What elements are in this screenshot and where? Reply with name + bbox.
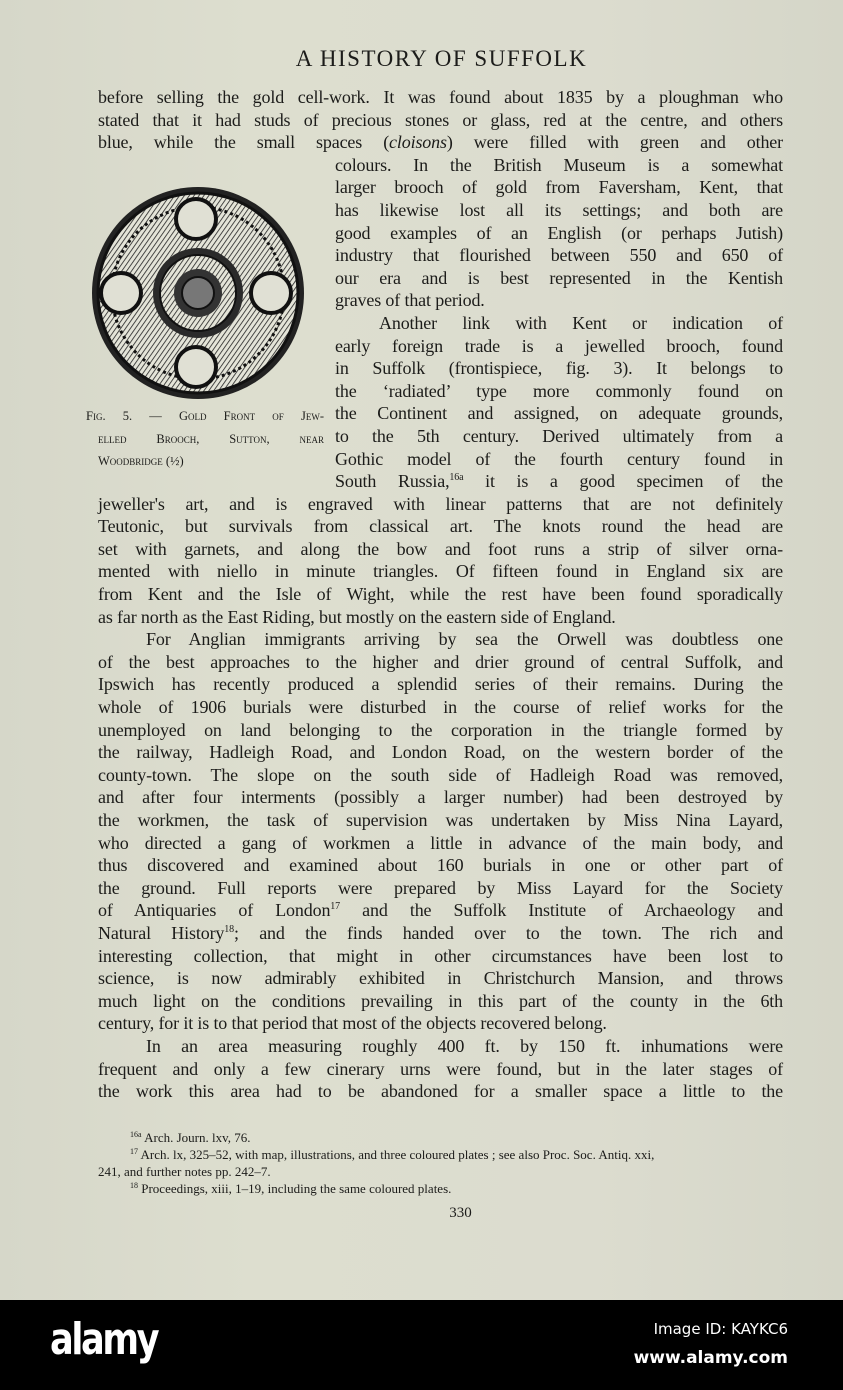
text-run: the workmen, the task of supervision was undertaken by Miss Nina Layard, xyxy=(98,810,783,830)
text-run: xxi, xyxy=(631,1146,655,1162)
text-run: Ipswich has recently produced a splendid series of their remains. During the xyxy=(98,674,783,695)
text-line xyxy=(98,651,783,674)
text-line xyxy=(98,719,783,742)
text-run: Arch. xyxy=(140,1146,170,1162)
text-line xyxy=(335,425,783,448)
text-line xyxy=(98,696,783,719)
text-run: Proc. Soc. Antiq. xyxy=(542,1146,632,1162)
text-line xyxy=(98,493,783,516)
text-line xyxy=(98,628,783,651)
text-line xyxy=(335,289,783,312)
body-text xyxy=(98,86,783,1103)
text-run: colours. In the British Museum is a somewhat xyxy=(335,154,783,175)
text-run: stated that it had studs of precious stones or glass, red at the centre, and others xyxy=(98,109,783,130)
site-url: www.alamy.com xyxy=(633,1348,788,1368)
footnote-ref: 16a xyxy=(130,1129,142,1139)
text-line xyxy=(98,1012,783,1035)
text-line xyxy=(335,267,783,290)
text-run: science, is now admirably exhibited in Christchurch Mansion, and throws xyxy=(98,968,783,989)
text-run: 241, and further notes pp. 242–7. xyxy=(98,1163,271,1179)
text-line xyxy=(98,1080,783,1103)
text-line xyxy=(98,131,783,154)
text-run: the work this area had to be abandoned for a smaller space a little to the xyxy=(98,1081,783,1102)
text-run: whole of 1906 burials were disturbed in the course of relief works for the xyxy=(98,697,783,718)
text-line xyxy=(98,1035,783,1058)
text-run: the ‘radiated’ type more commonly found on xyxy=(335,380,783,401)
text-line xyxy=(98,990,783,1013)
text-line xyxy=(98,606,783,629)
text-run: who directed a gang of workmen a little in advance of the main body, and xyxy=(98,832,783,853)
text-run: and after four interments (possibly a larger number) had been destroyed by xyxy=(98,787,783,808)
caption-line: Fig. 5. — Gold Front of Jew- xyxy=(86,409,324,423)
text-run: the Continent and assigned, on adequate grounds, xyxy=(335,403,783,424)
caption-line: Woodbridge (½) xyxy=(98,454,184,469)
text-line xyxy=(335,244,783,267)
text-line xyxy=(335,199,783,222)
text-run: interesting collection, that might in other circumstances have been lost to xyxy=(98,945,783,966)
text-run: , xiii, 1–19, including the same coloured plates. xyxy=(204,1180,452,1196)
text-run: much light on the conditions prevailing in this part of the county in the 6th xyxy=(98,990,783,1011)
text-run: lxv, 76. xyxy=(208,1129,251,1145)
text-line xyxy=(98,899,783,922)
text-line xyxy=(98,1058,783,1081)
text-run: county-town. The slope on the south side of Hadleigh Road was removed, xyxy=(98,764,783,785)
text-line xyxy=(98,764,783,787)
text-run: thus discovered and examined about 160 burials in one or other part of xyxy=(98,855,783,876)
text-run: mented with niello in minute triangles. Of fifteen found in England six are xyxy=(98,561,783,582)
footnote xyxy=(98,1180,783,1197)
text-run: cloisons xyxy=(389,132,447,153)
text-line xyxy=(98,786,783,809)
text-line xyxy=(98,515,783,538)
text-line xyxy=(98,673,783,696)
text-run: the ground. Full reports were prepared by Miss Layard for the Society xyxy=(98,877,783,898)
alamy-logo: alamy xyxy=(50,1314,158,1365)
text-line xyxy=(335,335,783,358)
text-line xyxy=(335,357,783,380)
text-run: good examples of an English (or perhaps Jutish) xyxy=(335,222,783,243)
text-run: unemployed on land belonging to the corporation in the triangle formed by xyxy=(98,719,783,740)
text-run: Another link with Kent or indication of xyxy=(379,312,783,333)
text-line xyxy=(335,176,783,199)
text-run: century, for it is to that period that most of the objects recovered belong. xyxy=(98,1013,607,1034)
footnote-ref: 18 xyxy=(224,923,234,935)
footnote xyxy=(98,1146,783,1163)
text-run: In an area measuring roughly 400 ft. by 150 ft. inhumations were xyxy=(146,1035,783,1056)
text-line xyxy=(335,222,783,245)
text-run: Proceedings xyxy=(141,1180,205,1196)
text-line xyxy=(335,448,783,471)
text-line xyxy=(335,380,783,403)
text-run: Gothic model of the fourth century found in xyxy=(335,448,783,469)
footnote xyxy=(98,1129,783,1146)
text-line xyxy=(98,967,783,990)
text-run: South Russia, xyxy=(335,471,450,492)
text-run: Arch. Journ. xyxy=(144,1129,209,1145)
text-line xyxy=(335,312,783,335)
text-run: For Anglian immigrants arriving by sea the Orwell was doubtless one xyxy=(146,629,783,650)
footnote xyxy=(98,1163,783,1180)
text-line xyxy=(98,583,783,606)
text-run: early foreign trade is a jewelled brooch, found xyxy=(335,335,783,356)
footnote-ref: 17 xyxy=(130,1146,138,1156)
running-header: A HISTORY OF SUFFOLK xyxy=(295,46,588,71)
text-line xyxy=(335,470,783,493)
footnote-ref: 18 xyxy=(130,1180,138,1190)
text-line xyxy=(98,809,783,832)
text-run: of the best approaches to the higher and drier ground of central Suffolk, and xyxy=(98,651,783,672)
text-line xyxy=(98,109,783,132)
watermark-bar xyxy=(0,1300,843,1390)
text-run: has likewise lost all its settings; and both are xyxy=(335,199,783,220)
text-run: graves of that period. xyxy=(335,290,485,311)
text-line xyxy=(98,741,783,764)
text-line xyxy=(98,945,783,968)
text-run: it is a good specimen of the xyxy=(463,471,783,492)
text-line xyxy=(98,854,783,877)
text-run: Natural History xyxy=(98,922,225,943)
text-run: our era and is best represented in the Kentish xyxy=(335,267,783,288)
footnotes xyxy=(98,1129,783,1197)
text-flow xyxy=(98,86,783,1223)
text-run: Teutonic, but survivals from classical art. The knots round the head are xyxy=(98,516,783,537)
text-run: as far north as the East Riding, but mostly on the eastern side of England. xyxy=(98,606,616,627)
text-run: to the 5th century. Derived ultimately from a xyxy=(335,425,783,446)
text-line xyxy=(98,86,783,109)
page-number: 330 xyxy=(449,1204,472,1221)
text-run: in Suffolk (frontispiece, fig. 3). It belongs to xyxy=(335,358,783,379)
text-run: before selling the gold cell-work. It was found about 1835 by a ploughman who xyxy=(98,87,783,107)
text-run: and the Suffolk Institute of Archaeology and xyxy=(340,900,783,921)
text-run: jeweller's art, and is engraved with linear patterns that are not definitely xyxy=(98,493,783,514)
text-run: blue, while the small spaces ( xyxy=(98,132,390,153)
text-run: the railway, Hadleigh Road, and London Road, on the western border of the xyxy=(98,742,783,763)
text-run: ; and the finds handed over to the town. The rich and xyxy=(233,922,783,943)
text-line xyxy=(98,538,783,561)
image-id: Image ID: KAYKC6 xyxy=(653,1320,788,1338)
text-line xyxy=(335,402,783,425)
text-line xyxy=(98,877,783,900)
text-line xyxy=(98,922,783,945)
footnote-ref: 17 xyxy=(330,901,340,913)
text-run: of Antiquaries of London xyxy=(98,900,331,921)
text-run: lx, 325–52, with map, illustrations, and three coloured plates ; see also xyxy=(169,1146,543,1162)
text-run: industry that flourished between 550 and 650 of xyxy=(335,245,783,266)
caption-line: elled Brooch, Sutton, near xyxy=(98,431,324,446)
text-run: larger brooch of gold from Faversham, Kent, that xyxy=(335,177,783,198)
text-line xyxy=(98,560,783,583)
text-run: ) were filled with green and other xyxy=(446,132,783,153)
text-line xyxy=(335,154,783,177)
text-run: set with garnets, and along the bow and foot runs a strip of silver orna- xyxy=(98,538,783,559)
footnote-ref: 16a xyxy=(449,472,464,484)
text-run: from Kent and the Isle of Wight, while the rest have been found sporadically xyxy=(98,584,783,605)
text-run: frequent and only a few cinerary urns were found, but in the later stages of xyxy=(98,1058,783,1079)
text-line xyxy=(98,832,783,855)
